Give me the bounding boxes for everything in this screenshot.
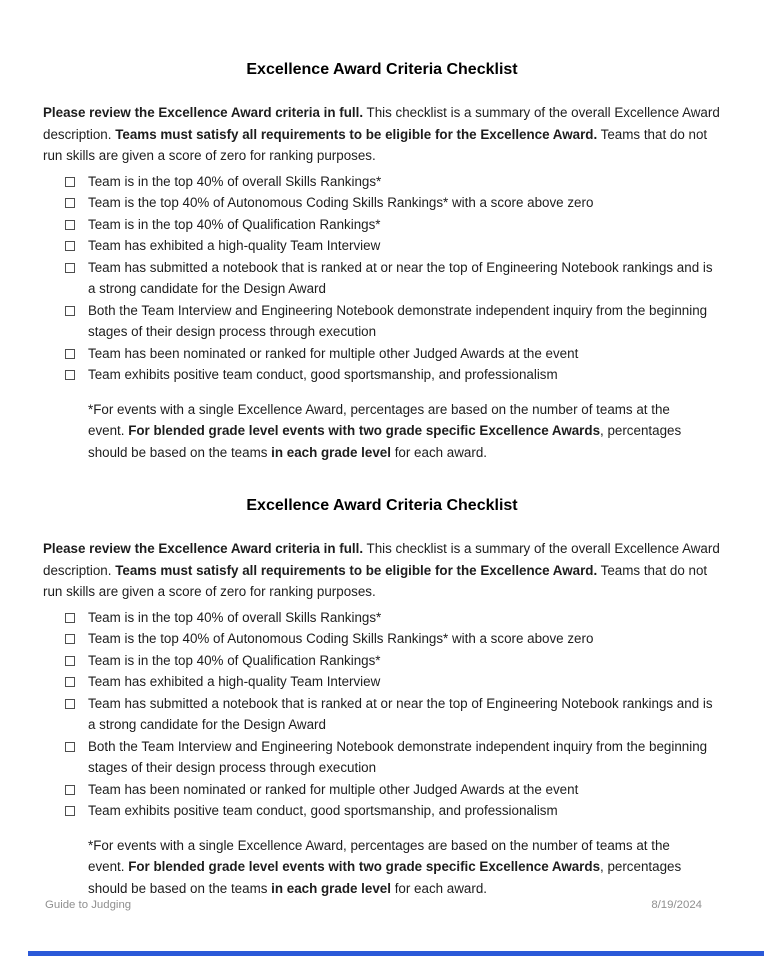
unchecked-checkbox-icon bbox=[65, 220, 75, 230]
unchecked-checkbox-icon bbox=[65, 613, 75, 623]
unchecked-checkbox-icon bbox=[65, 656, 75, 666]
checklist-item-label: Team is in the top 40% of Qualification Rankings* bbox=[88, 216, 381, 232]
footnote bbox=[88, 399, 706, 464]
footer-doc-title: Guide to Judging bbox=[45, 899, 132, 911]
bold-text-run: Please review the Excellence Award criteria in full. bbox=[43, 105, 364, 120]
text-run: *For events with a single Excellence Award, percentages are based on the number of teams at the event. bbox=[88, 401, 670, 438]
checklist-item-label: Team has submitted a notebook that is ranked at or near the top of Engineering Notebook rankings and is a strong candidate for the Design Award bbox=[88, 695, 713, 732]
bold-text-run: For blended grade level events with two grade specific Excellence Awards bbox=[128, 423, 601, 438]
footnote bbox=[88, 835, 706, 900]
unchecked-checkbox-icon bbox=[65, 742, 75, 752]
unchecked-checkbox-icon bbox=[65, 241, 75, 251]
intro-paragraph bbox=[43, 102, 724, 167]
checklist-item-label: Team has been nominated or ranked for multiple other Judged Awards at the event bbox=[88, 781, 579, 797]
checklist-item-label: Team is in the top 40% of overall Skills Rankings* bbox=[88, 609, 382, 625]
checklist-item bbox=[64, 171, 720, 193]
checklist-item-label: Team has exhibited a high-quality Team Interview bbox=[88, 238, 381, 253]
footer-date: 8/19/2024 bbox=[651, 899, 702, 911]
criteria-checklist bbox=[64, 171, 720, 386]
text-run: This checklist is a summary of the overall Excellence Award description. bbox=[43, 541, 720, 578]
checklist-item-label: Team exhibits positive team conduct, good sportsmanship, and professionalism bbox=[88, 803, 558, 818]
checklist-item bbox=[64, 650, 720, 672]
checklist-section-1 bbox=[0, 60, 764, 463]
unchecked-checkbox-icon bbox=[65, 306, 75, 316]
page-footer bbox=[45, 898, 702, 912]
bold-text-run: Teams must satisfy all requirements to be eligible for the Excellence Award. bbox=[115, 562, 598, 578]
unchecked-checkbox-icon bbox=[65, 634, 75, 644]
bold-text-run: Please review the Excellence Award criteria in full. bbox=[43, 541, 364, 556]
criteria-checklist bbox=[64, 607, 720, 822]
unchecked-checkbox-icon bbox=[65, 349, 75, 359]
checklist-item-label: Team is in the top 40% of Qualification Rankings* bbox=[88, 652, 381, 668]
unchecked-checkbox-icon bbox=[65, 370, 75, 380]
text-run: Teams that do not run skills are given a score of zero for ranking purposes. bbox=[43, 126, 708, 163]
checklist-item bbox=[64, 257, 720, 300]
unchecked-checkbox-icon bbox=[65, 263, 75, 273]
checklist-item-label: Team is in the top 40% of overall Skills Rankings* bbox=[88, 173, 382, 189]
checklist-item bbox=[64, 343, 720, 365]
page-title: Excellence Award Criteria Checklist bbox=[246, 497, 518, 514]
unchecked-checkbox-icon bbox=[65, 806, 75, 816]
text-run: , percentages should be based on the teams bbox=[88, 423, 682, 460]
page-title: Excellence Award Criteria Checklist bbox=[246, 61, 518, 78]
checklist-item bbox=[64, 628, 720, 650]
bold-text-run: in each grade level bbox=[271, 444, 391, 460]
checklist-item-label: Team has exhibited a high-quality Team Interview bbox=[88, 674, 381, 689]
text-run: *For events with a single Excellence Award, percentages are based on the number of teams at the event. bbox=[88, 837, 670, 874]
checklist-item bbox=[64, 671, 720, 693]
checklist-item-label: Team is the top 40% of Autonomous Coding Skills Rankings* with a score above zero bbox=[88, 195, 594, 210]
text-run: for each award. bbox=[390, 880, 488, 896]
checklist-section-2 bbox=[0, 496, 764, 899]
text-run: This checklist is a summary of the overall Excellence Award description. bbox=[43, 105, 720, 142]
bottom-blue-bar bbox=[28, 951, 764, 956]
checklist-item bbox=[64, 235, 720, 257]
checklist-item-label: Team exhibits positive team conduct, good sportsmanship, and professionalism bbox=[88, 367, 558, 382]
checklist-item-label: Team has been nominated or ranked for multiple other Judged Awards at the event bbox=[88, 345, 579, 361]
bold-text-run: Teams must satisfy all requirements to be eligible for the Excellence Award. bbox=[115, 126, 598, 142]
checklist-item bbox=[64, 736, 720, 779]
checklist-item bbox=[64, 364, 720, 386]
text-run: , percentages should be based on the teams bbox=[88, 859, 682, 896]
unchecked-checkbox-icon bbox=[65, 177, 75, 187]
bold-text-run: For blended grade level events with two grade specific Excellence Awards bbox=[128, 859, 601, 874]
unchecked-checkbox-icon bbox=[65, 198, 75, 208]
checklist-item-label: Team is the top 40% of Autonomous Coding Skills Rankings* with a score above zero bbox=[88, 631, 594, 646]
unchecked-checkbox-icon bbox=[65, 677, 75, 687]
text-run: Teams that do not run skills are given a score of zero for ranking purposes. bbox=[43, 562, 708, 599]
checklist-item bbox=[64, 192, 720, 214]
checklist-item-label: Both the Team Interview and Engineering Notebook demonstrate independent inquiry from the beginning stages of their design process through execution bbox=[88, 738, 708, 775]
checklist-item bbox=[64, 693, 720, 736]
checklist-item bbox=[64, 214, 720, 236]
text-run: for each award. bbox=[390, 444, 488, 460]
checklist-item-label: Both the Team Interview and Engineering Notebook demonstrate independent inquiry from the beginning stages of their design process through execution bbox=[88, 302, 708, 339]
checklist-item bbox=[64, 300, 720, 343]
unchecked-checkbox-icon bbox=[65, 699, 75, 709]
bold-text-run: in each grade level bbox=[271, 880, 391, 896]
unchecked-checkbox-icon bbox=[65, 785, 75, 795]
checklist-item-label: Team has submitted a notebook that is ranked at or near the top of Engineering Notebook rankings and is a strong candidate for the Design Award bbox=[88, 259, 713, 296]
checklist-item bbox=[64, 607, 720, 629]
checklist-item bbox=[64, 779, 720, 801]
intro-paragraph bbox=[43, 538, 724, 603]
checklist-item bbox=[64, 800, 720, 822]
